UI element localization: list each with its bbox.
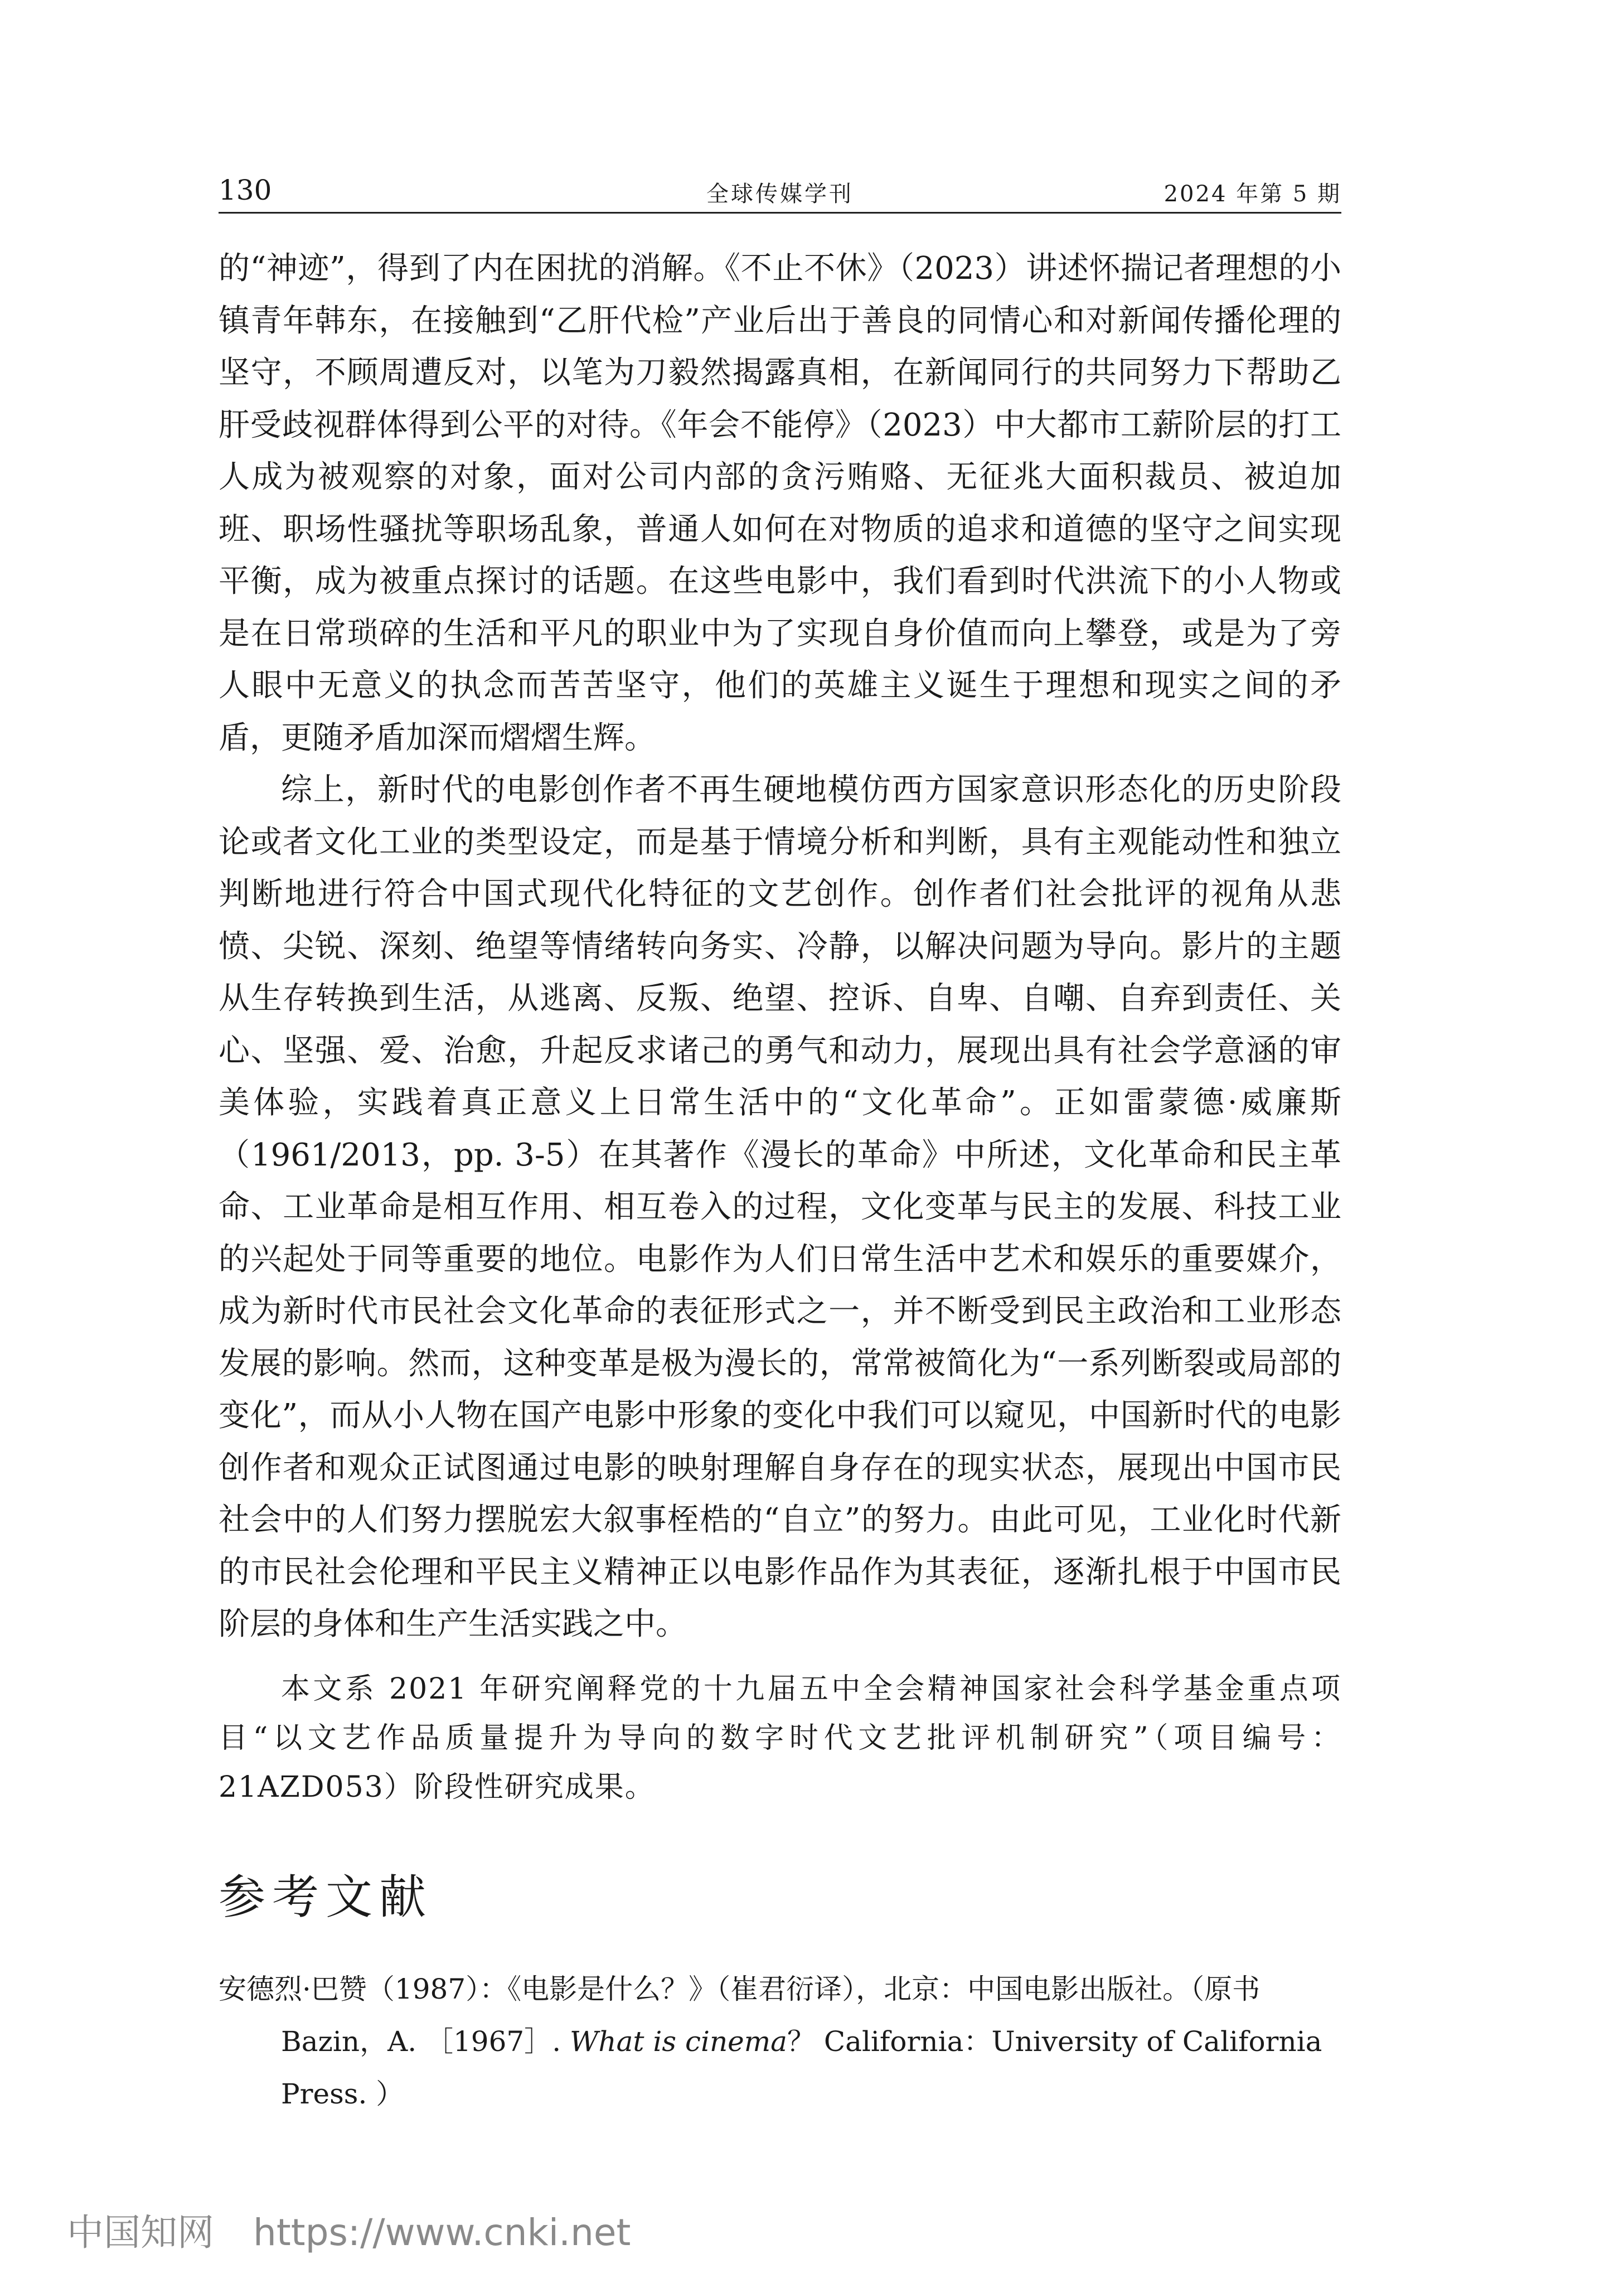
funding-note: 本文系 2021 年研究阐释党的十九届五中全会精神国家社会科学基金重点项目“以文艺作品质量提升为导向的数字时代文艺批评机制研究”（项目编号：21AZD053）阶段性研究成果。 (219, 1672, 1341, 1804)
page-number: 130 (219, 174, 272, 206)
running-header (219, 167, 1341, 214)
reference-en-suffix: ？ California：University of California Press. ） (281, 2025, 1322, 2110)
article-body (219, 243, 1341, 1651)
watermark-url: https://www.cnki.net (253, 2211, 631, 2254)
watermark-site-name: 中国知网 (67, 2211, 214, 2254)
references-list (219, 1963, 1341, 2120)
issue-label: 2024 年第 5 期 (1164, 181, 1341, 207)
reference-en-prefix: Bazin，A. ［1967］. (281, 2025, 570, 2058)
paragraph-1: 的“神迹”，得到了内在困扰的消解。《不止不休》（2023）讲述怀揣记者理想的小镇青年韩东，在接触到“乙肝代检”产业后出于善良的同情心和对新闻传播伦理的坚守，不顾周遭反对，以笔为刀毅然揭露真相，在新闻同行的共同努力下帮助乙肝受歧视群体得到公平的对待。《年会不能停》（2023）中大都市工薪阶层的打工人成为被观察的对象，面对公司内部的贪污贿赂、无征兆大面积裁员、被迫加班、职场性骚扰等职场乱象，普通人如何在对物质的追求和道德的坚守之间实现平衡，成为被重点探讨的话题。在这些电影中，我们看到时代洪流下的小人物或是在日常琐碎的生活和平凡的职业中为了实现自身价值而向上攀登，或是为了旁人眼中无意义的执念而苦苦坚守，他们的英雄主义诞生于理想和现实之间的矛盾，更随矛盾加深而熠熠生辉。 (219, 250, 1341, 756)
paragraph-2: 综上，新时代的电影创作者不再生硬地模仿西方国家意识形态化的历史阶段论或者文化工业的类型设定，而是基于情境分析和判断，具有主观能动性和独立判断地进行符合中国式现代化特征的文艺创作。创作者们社会批评的视角从悲愤、尖锐、深刻、绝望等情绪转向务实、冷静，以解决问题为导向。影片的主题从生存转换到生活，从逃离、反叛、绝望、控诉、自卑、自嘲、自弃到责任、关心、坚强、爱、治愈，升起反求诸己的勇气和动力，展现出具有社会学意涵的审美体验，实践着真正意义上日常生活中的“文化革命”。正如雷蒙德·威廉斯（1961/2013，pp. 3-5）在其著作《漫长的革命》中所述，文化革命和民主革命、工业革命是相互作用、相互卷入的过程，文化变革与民主的发展、科技工业的兴起处于同等重要的地位。电影作为人们日常生活中艺术和娱乐的重要媒介，成为新时代市民社会文化革命的表征形式之一，并不断受到民主政治和工业形态发展的影响。然而，这种变革是极为漫长的，常常被简化为“一系列断裂或局部的变化”，而从小人物在国产电影中形象的变化中我们可以窥见，中国新时代的电影创作者和观众正试图通过电影的映射理解自身存在的现实状态，展现出中国市民社会中的人们努力摆脱宏大叙事桎梏的“自立”的努力。由此可见，工业化时代新的市民社会伦理和平民主义精神正以电影作品作为其表征，逐渐扎根于中国市民阶层的身体和生产生活实践之中。 (219, 772, 1341, 1642)
journal-name: 全球传媒学刊 (706, 181, 854, 207)
reference-entry (219, 1963, 1341, 2120)
reference-cn-text: 安德烈·巴赞（1987）：《电影是什么？》（崔君衍译），北京：中国电影出版社。（原书 (219, 1973, 1261, 2005)
references-heading: 参考文献 (219, 1870, 433, 1924)
reference-en-title: What is cinema (570, 2025, 787, 2058)
cnki-watermark (67, 2203, 631, 2256)
